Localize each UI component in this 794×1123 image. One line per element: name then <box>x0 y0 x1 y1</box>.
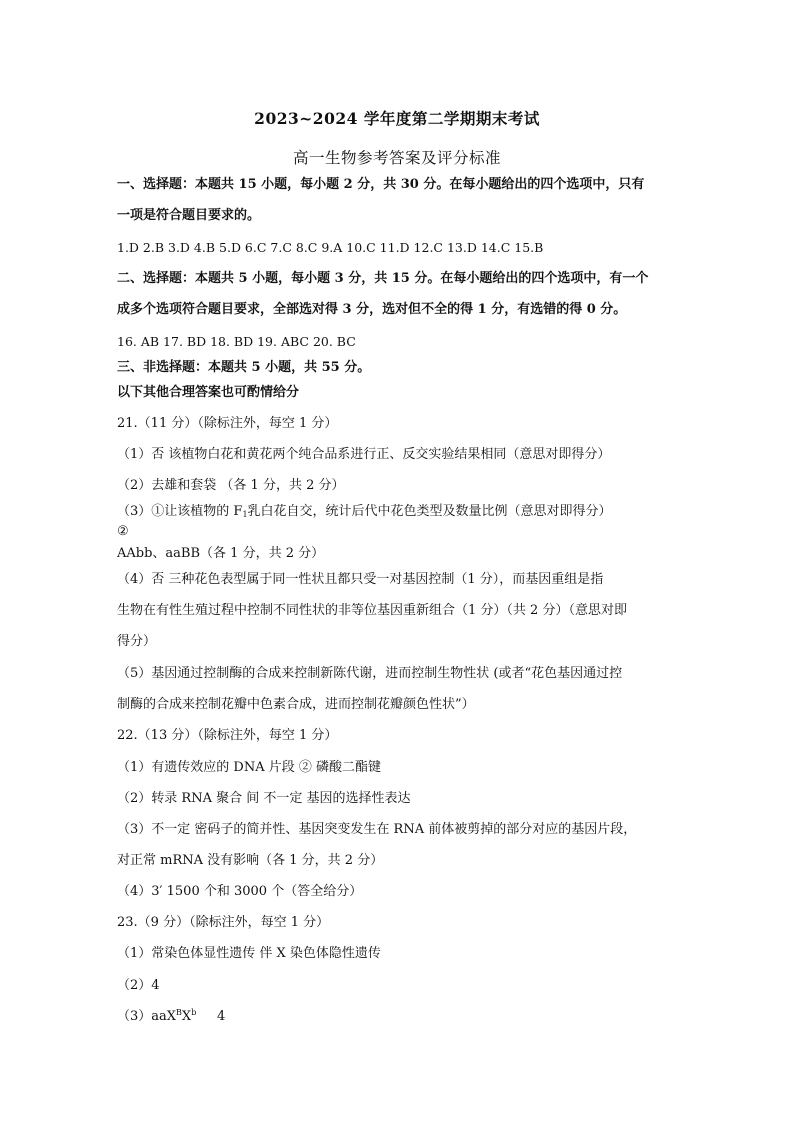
q21-part4-line2: 生物在有性生殖过程中控制不同性状的非等位基因重新组合（1 分）（共 2 分）（意思对即 <box>117 603 627 618</box>
q23-part3-pre: （3）aaX <box>117 1009 177 1024</box>
section1-heading-line2: 一项是符合题目要求的。 <box>117 208 261 223</box>
q23-part1: （1）常染色体显性遗传 伴 X 染色体隐性遗传 <box>117 946 381 961</box>
page-title: 2023~2024 学年度第二学期期末考试 <box>254 109 540 128</box>
q21-part3-marker: ② <box>117 524 129 539</box>
q22-part4: （4）3′ 1500 个和 3000 个（答全给分） <box>117 884 363 899</box>
q23-part3 <box>117 1009 225 1025</box>
q21-part5-line2: 制酶的合成来控制花瓣中色素合成，进而控制花瓣颜色性状”） <box>117 697 475 712</box>
section2-answers: 16. AB 17. BD 18. BD 19. ABC 20. BC <box>117 334 356 349</box>
q23-part3-post: 4 <box>196 1009 226 1024</box>
q22-part1: （1）有遗传效应的 DNA 片段 ② 磷酸二酯键 <box>117 760 381 775</box>
section3-heading: 三、非选择题：本题共 5 小题，共 55 分。 <box>117 360 371 375</box>
q22-header: 22.（13 分）（除标注外，每空 1 分） <box>117 728 338 743</box>
page-subtitle: 高一生物参考答案及评分标准 <box>292 149 501 167</box>
q22-part3-line1: （3）不一定 密码子的简并性、基因突变发生在 RNA 前体被剪掉的部分对应的基因片段， <box>117 822 637 837</box>
section2-heading-line2: 成多个选项符合题目要求，全部选对得 3 分，选对但不全的得 1 分，有选错的得 0 分。 <box>117 302 627 317</box>
q21-part4-line3: 得分） <box>117 634 157 649</box>
q23-part3-sup2: b <box>191 1008 197 1017</box>
q21-part1: （1）否 该植物白花和黄花两个纯合品系进行正、反交实验结果相同（意思对即得分） <box>117 447 611 462</box>
q21-part3 <box>117 504 612 520</box>
q21-part3b: AAbb、aaBB（各 1 分，共 2 分） <box>117 546 325 561</box>
section1-answers: 1.D 2.B 3.D 4.B 5.D 6.C 7.C 8.C 9.A 10.C 11.D 12.C 13.D 14.C 15.B <box>117 240 544 255</box>
q22-part2: （2）转录 RNA 聚合 间 不一定 基因的选择性表达 <box>117 791 411 806</box>
q23-part3-mid: X <box>181 1009 192 1024</box>
q21-part5-line1: （5）基因通过控制酶的合成来控制新陈代谢，进而控制生物性状 (或者“花色基因通过控 <box>117 666 623 681</box>
q21-part4-line1: （4）否 三种花色表型属于同一性状且都只受一对基因控制（1 分），而基因重组是指 <box>117 572 604 587</box>
q22-part3-line2: 对正常 mRNA 没有影响（各 1 分，共 2 分） <box>117 853 384 868</box>
q23-part3-sup1: B <box>176 1008 182 1017</box>
q21-part3-sub: 1 <box>242 510 248 519</box>
section1-heading-line1: 一、选择题：本题共 15 小题，每小题 2 分，共 30 分。在每小题给出的四个选项中，只有 <box>117 177 645 192</box>
q23-header: 23.（9 分）（除标注外，每空 1 分） <box>117 915 330 930</box>
q23-part2: （2）4 <box>117 978 160 993</box>
q21-part3-pre: （3）①让该植物的 F <box>117 504 243 519</box>
q21-part2: （2）去雄和套袋 （各 1 分，共 2 分） <box>117 478 345 493</box>
section3-note: 以下其他合理答案也可酌情给分 <box>117 385 300 400</box>
q21-header: 21.（11 分）（除标注外，每空 1 分） <box>117 416 338 431</box>
q21-part3-post: 乳白花自交，统计后代中花色类型及数量比例（意思对即得分） <box>247 504 612 519</box>
section2-heading-line1: 二、选择题：本题共 5 小题，每小题 3 分，共 15 分。在每小题给出的四个选项中，有一个 <box>117 271 649 286</box>
